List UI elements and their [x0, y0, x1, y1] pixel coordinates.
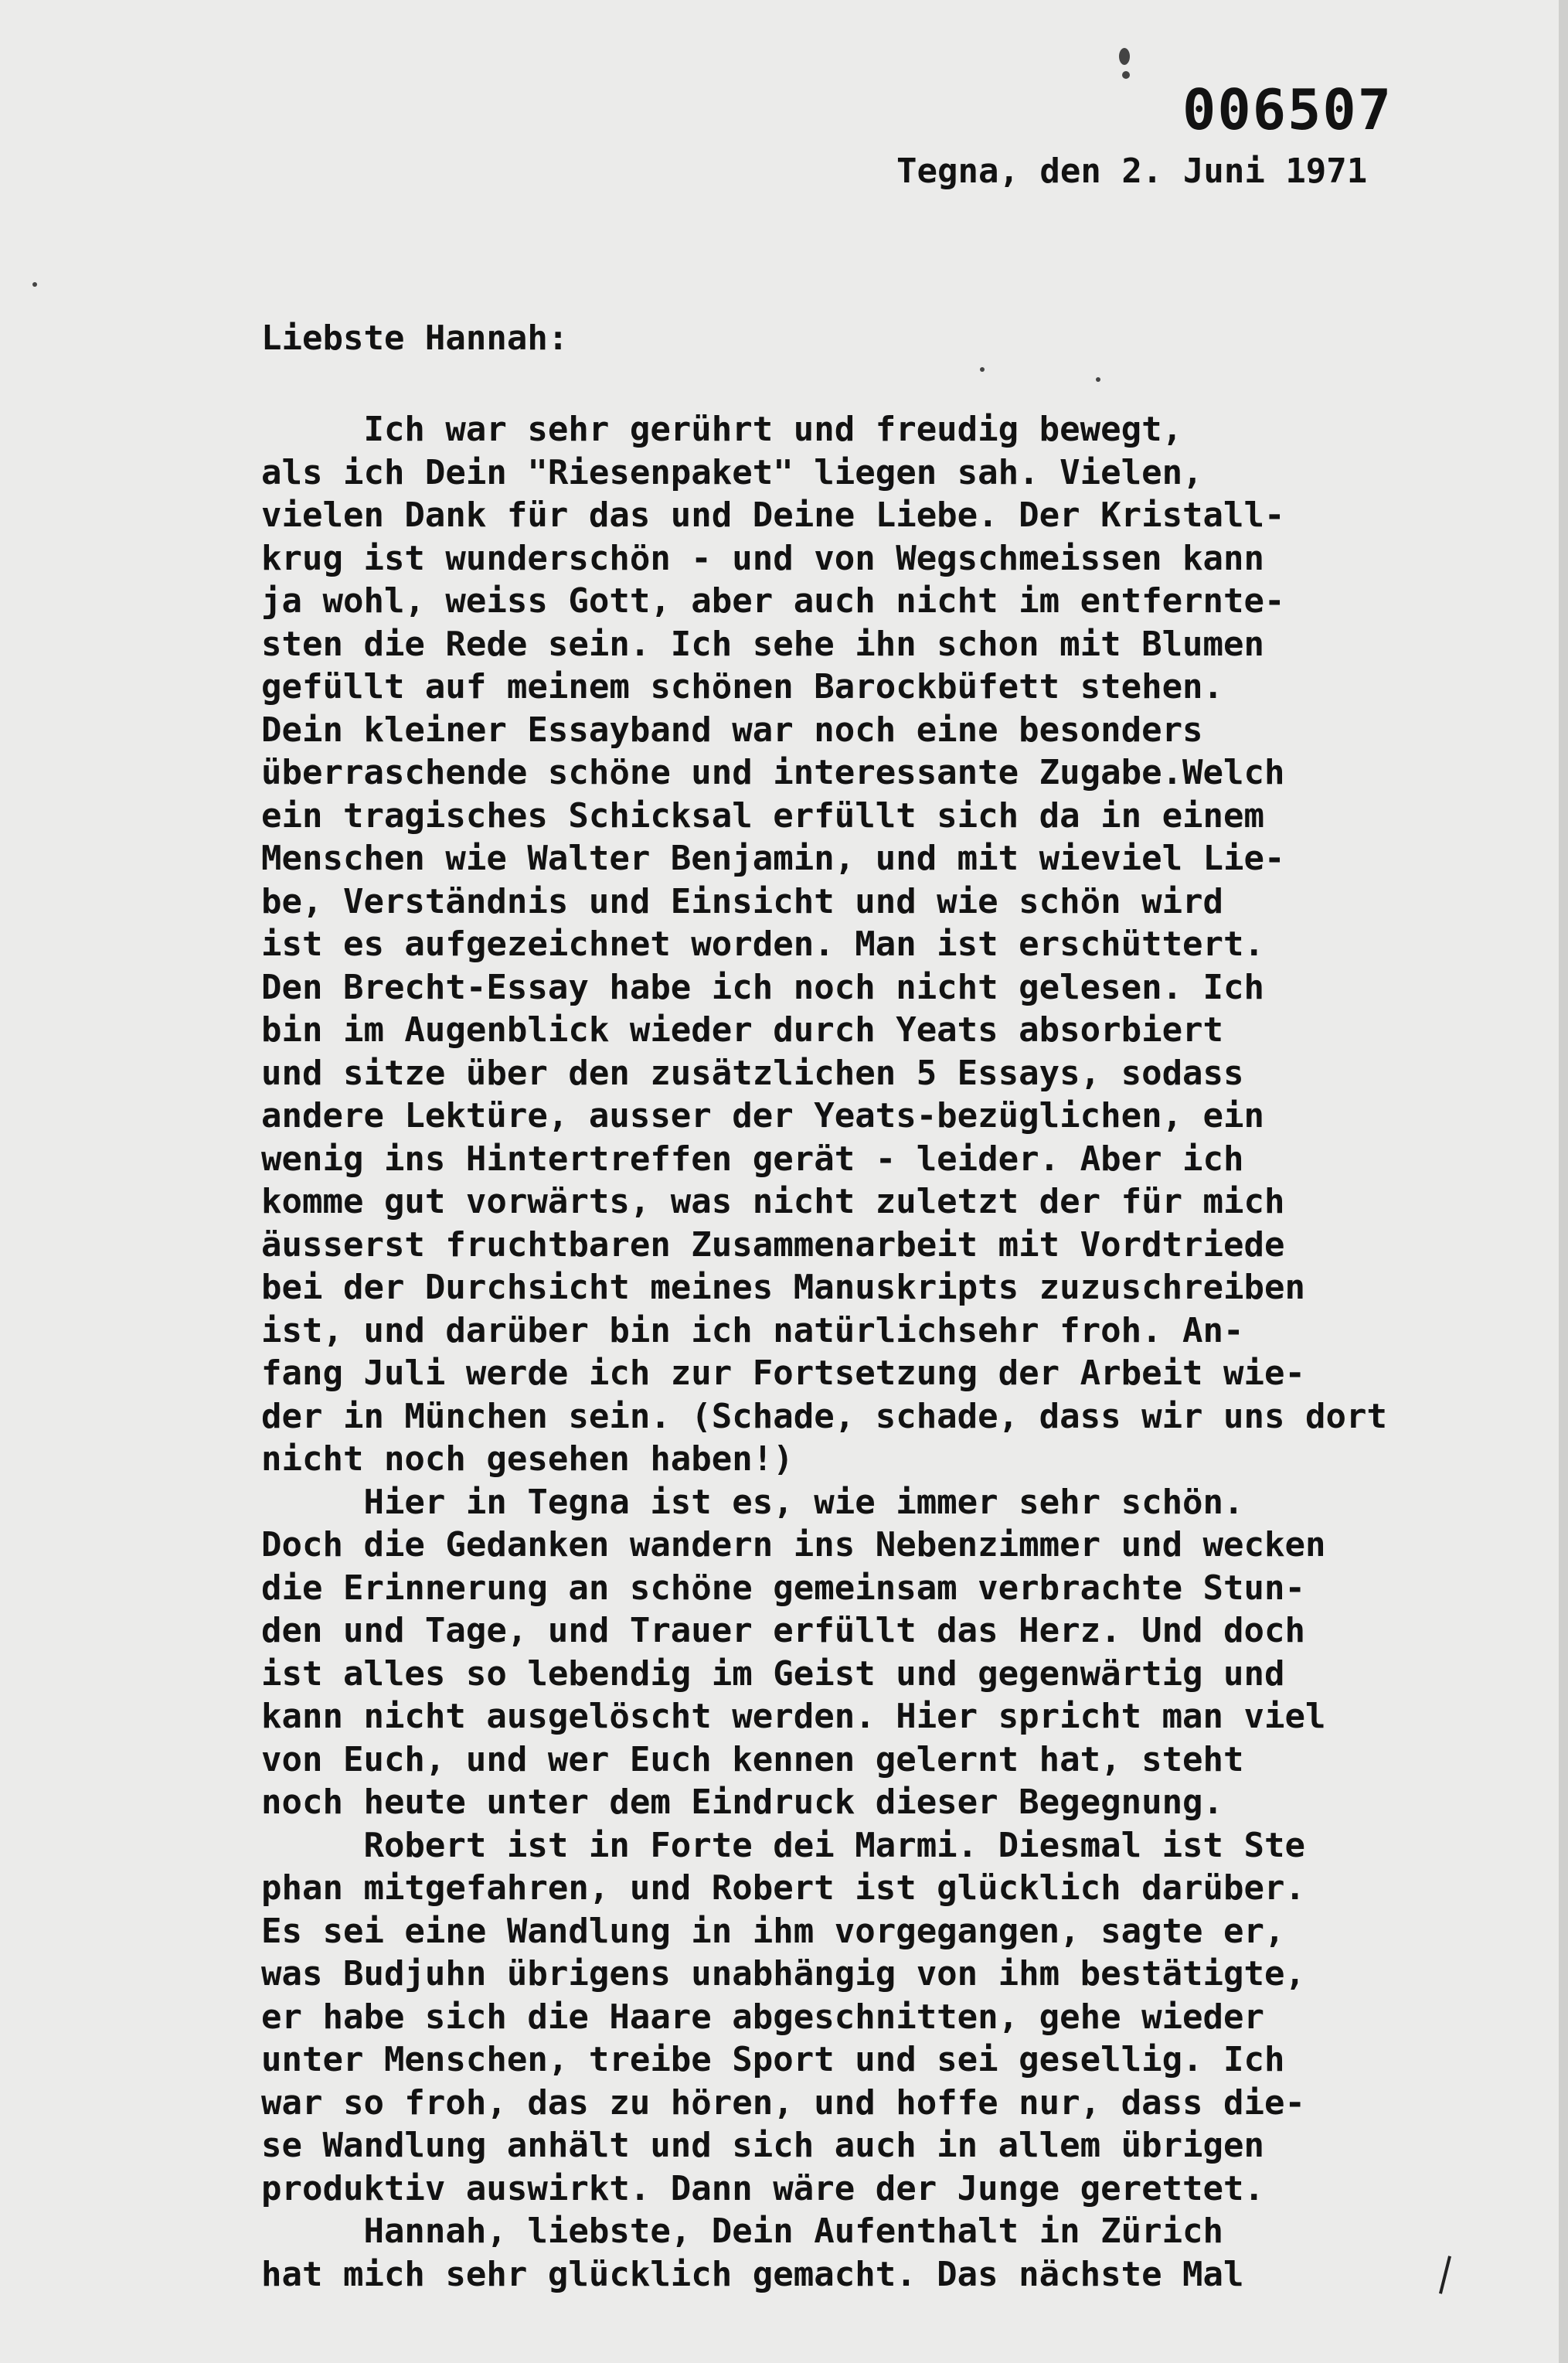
text-line: sten die Rede sein. Ich sehe ihn schon mit Blumen [261, 624, 1265, 664]
text-line: ist alles so lebendig im Geist und gegenwärtig und [261, 1653, 1285, 1694]
text-line: ist es aufgezeichnet worden. Man ist erschüttert. [261, 924, 1265, 964]
text-line: nicht noch gesehen haben!) [261, 1439, 794, 1479]
text-line: bin im Augenblick wieder durch Yeats absorbiert [261, 1010, 1224, 1050]
text-line: und sitze über den zusätzlichen 5 Essays, sodass [261, 1053, 1244, 1093]
text-line: noch heute unter dem Eindruck dieser Begegnung. [261, 1782, 1224, 1822]
text-line: Es sei eine Wandlung in ihm vorgegangen, sagte er, [261, 1911, 1285, 1951]
document-number: 006507 [1182, 77, 1393, 142]
text-line: als ich Dein "Riesenpaket" liegen sah. Vielen, [261, 452, 1203, 492]
text-line: ja wohl, weiss Gott, aber auch nicht im entfernte- [261, 581, 1285, 621]
text-line: produktiv auswirkt. Dann wäre der Junge gerettet. [261, 2168, 1265, 2208]
text-line: Robert ist in Forte dei Marmi. Diesmal ist Ste [261, 1825, 1306, 1865]
text-line: komme gut vorwärts, was nicht zuletzt der für mich [261, 1182, 1285, 1221]
text-line: bei der Durchsicht meines Manuskripts zuzuschreiben [261, 1268, 1306, 1307]
text-line: krug ist wunderschön - und von Wegschmeissen kann [261, 538, 1265, 578]
text-line: er habe sich die Haare abgeschnitten, gehe wieder [261, 1997, 1265, 2037]
text-line: den und Tage, und Trauer erfüllt das Herz. Und doch [261, 1611, 1306, 1650]
text-line: war so froh, das zu hören, und hoffe nur, dass die- [261, 2082, 1306, 2123]
text-line: ist, und darüber bin ich natürlichsehr froh. An- [261, 1310, 1244, 1350]
text-line: Den Brecht-Essay habe ich noch nicht gelesen. Ich [261, 967, 1265, 1007]
text-line: Ich war sehr gerührt und freudig bewegt, [261, 410, 1183, 449]
text-line: ein tragisches Schicksal erfüllt sich da in einem [261, 795, 1265, 836]
text-line: was Budjuhn übrigens unabhängig von ihm bestätigte, [261, 1954, 1306, 1994]
text-line: von Euch, und wer Euch kennen gelernt hat, steht [261, 1739, 1244, 1779]
text-line: Menschen wie Walter Benjamin, und mit wieviel Lie- [261, 839, 1285, 878]
ink-speck [980, 367, 985, 372]
text-line: überraschende schöne und interessante Zugabe.Welch [261, 753, 1285, 792]
text-line: äusserst fruchtbaren Zusammenarbeit mit Vordtriede [261, 1224, 1285, 1265]
text-line: vielen Dank für das und Deine Liebe. Der Kristall- [261, 495, 1285, 535]
text-line: be, Verständnis und Einsicht und wie schön wird [261, 881, 1224, 921]
letter-body [261, 408, 1529, 2296]
text-line: Hier in Tegna ist es, wie immer sehr schön. [261, 1482, 1244, 1522]
text-line: kann nicht ausgelöscht werden. Hier spricht man viel [261, 1697, 1326, 1736]
ink-speck [1119, 48, 1130, 65]
text-line: andere Lektüre, ausser der Yeats-bezüglichen, ein [261, 1096, 1265, 1136]
salutation: Liebste Hannah: [261, 318, 569, 358]
text-line: unter Menschen, treibe Sport und sei gesellig. Ich [261, 2040, 1285, 2079]
page-edge [1559, 0, 1568, 2363]
text-line: se Wandlung anhält und sich auch in allem übrigen [261, 2126, 1265, 2165]
ink-speck [1096, 377, 1100, 382]
text-line: gefüllt auf meinem schönen Barockbüfett stehen. [261, 667, 1224, 707]
ink-speck [32, 282, 37, 287]
ink-speck [1122, 71, 1130, 79]
text-line: hat mich sehr glücklich gemacht. Das nächste Mal [261, 2254, 1244, 2294]
text-line: fang Juli werde ich zur Fortsetzung der Arbeit wie- [261, 1353, 1306, 1393]
text-line: Hannah, liebste, Dein Aufenthalt in Zürich [261, 2211, 1224, 2251]
text-line: die Erinnerung an schöne gemeinsam verbrachte Stun- [261, 1568, 1306, 1608]
text-line: der in München sein. (Schade, schade, dass wir uns dort [261, 1396, 1387, 1436]
text-line: wenig ins Hintertreffen gerät - leider. Aber ich [261, 1139, 1244, 1179]
text-line: phan mitgefahren, und Robert ist glücklich darüber. [261, 1868, 1306, 1908]
dateline: Tegna, den 2. Juni 1971 [896, 152, 1368, 191]
text-line: Doch die Gedanken wandern ins Nebenzimmer und wecken [261, 1525, 1326, 1565]
text-line: Dein kleiner Essayband war noch eine besonders [261, 710, 1203, 750]
